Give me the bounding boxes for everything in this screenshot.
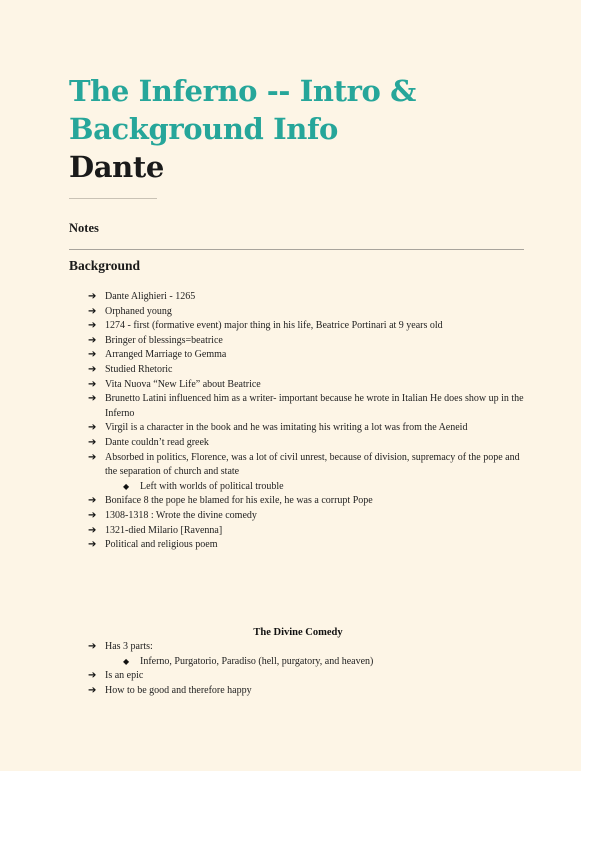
list-item (88, 363, 530, 378)
notes-divider (69, 249, 524, 250)
list-item (88, 348, 530, 363)
arrow-icon: ➔ (88, 524, 97, 536)
arrow-icon: ➔ (88, 378, 97, 390)
list-item (88, 640, 530, 669)
diamond-bullet-icon: ◆ (123, 656, 130, 666)
title-block (69, 72, 539, 186)
list-item (88, 509, 530, 524)
list-item (88, 436, 530, 451)
list-item-text: How to be good and therefore happy (105, 684, 252, 696)
arrow-icon: ➔ (88, 305, 97, 317)
sub-list-item-text: Left with worlds of political trouble (140, 480, 284, 492)
list-item (88, 290, 530, 305)
list-item (88, 669, 530, 684)
list-item-text: Is an epic (105, 670, 144, 682)
divine-comedy-heading: The Divine Comedy (253, 627, 343, 638)
arrow-icon: ➔ (88, 334, 97, 346)
arrow-icon: ➔ (88, 363, 97, 375)
list-item (88, 392, 530, 421)
list-item-text: Studied Rhetoric (105, 363, 173, 375)
list-item-text: Virgil is a character in the book and he was imitating his writing a lot was from the Aeneid (105, 422, 468, 434)
arrow-icon: ➔ (88, 509, 97, 521)
list-item-text: Absorbed in politics, Florence, was a lot of civil unrest, because of division, supremacy of the pope and the separation of church and state (105, 451, 520, 478)
arrow-icon: ➔ (88, 436, 97, 448)
list-item (88, 684, 530, 699)
sub-list-item-text: Inferno, Purgatorio, Paradiso (hell, purgatory, and heaven) (140, 655, 374, 667)
list-item (88, 538, 530, 553)
list-item-text: Brunetto Latini influenced him as a writer- important because he wrote in Italian He does show up in the Inferno (105, 393, 524, 419)
arrow-icon: ➔ (88, 291, 97, 302)
arrow-icon: ➔ (88, 349, 97, 361)
list-item (88, 524, 530, 539)
list-item-text: Arranged Marriage to Gemma (105, 349, 227, 361)
list-item (88, 378, 530, 393)
list-item (88, 305, 530, 320)
list-item-text: 1321-died Milario [Ravenna] (105, 524, 223, 536)
document-subtitle: Dante (69, 150, 164, 184)
list-item-text: Vita Nuova “New Life” about Beatrice (105, 378, 261, 390)
list-item (88, 319, 530, 334)
list-item (88, 334, 530, 349)
arrow-icon: ➔ (88, 451, 97, 463)
list-item (88, 421, 530, 436)
sub-list-item (105, 655, 530, 670)
list-item (88, 451, 530, 495)
list-item-text: 1274 - first (formative event) major thing in his life, Beatrice Portinari at 9 years old (105, 320, 443, 332)
arrow-icon: ➔ (88, 641, 97, 652)
arrow-icon: ➔ (88, 422, 97, 434)
sub-list (105, 480, 530, 495)
notes-heading: Notes (69, 221, 99, 235)
sub-list-item (105, 480, 530, 495)
list-item-text: Dante couldn’t read greek (105, 436, 209, 448)
list-item-text: Bringer of blessings=beatrice (105, 334, 223, 346)
document-title-line-1: The Inferno -- Intro & (69, 74, 416, 108)
arrow-icon: ➔ (88, 539, 97, 551)
background-list (88, 290, 530, 553)
arrow-icon: ➔ (88, 393, 97, 405)
diamond-bullet-icon: ◆ (123, 481, 130, 491)
sub-list (105, 655, 530, 670)
list-item-text: Has 3 parts: (105, 641, 153, 652)
list-item-text: Dante Alighieri - 1265 (105, 291, 196, 302)
subtitle-divider (69, 198, 157, 199)
background-heading: Background (69, 258, 141, 273)
arrow-icon: ➔ (88, 684, 97, 696)
arrow-icon: ➔ (88, 670, 97, 682)
document-title-line-2: Background Info (69, 112, 338, 146)
arrow-icon: ➔ (88, 320, 97, 332)
list-item-text: Political and religious poem (105, 539, 218, 551)
list-item-text: Orphaned young (105, 305, 172, 317)
divine-comedy-list (88, 640, 530, 698)
arrow-icon: ➔ (88, 495, 97, 507)
list-item-text: Boniface 8 the pope he blamed for his exile, he was a corrupt Pope (105, 495, 373, 507)
list-item (88, 494, 530, 509)
list-item-text: 1308-1318 : Wrote the divine comedy (105, 509, 257, 521)
